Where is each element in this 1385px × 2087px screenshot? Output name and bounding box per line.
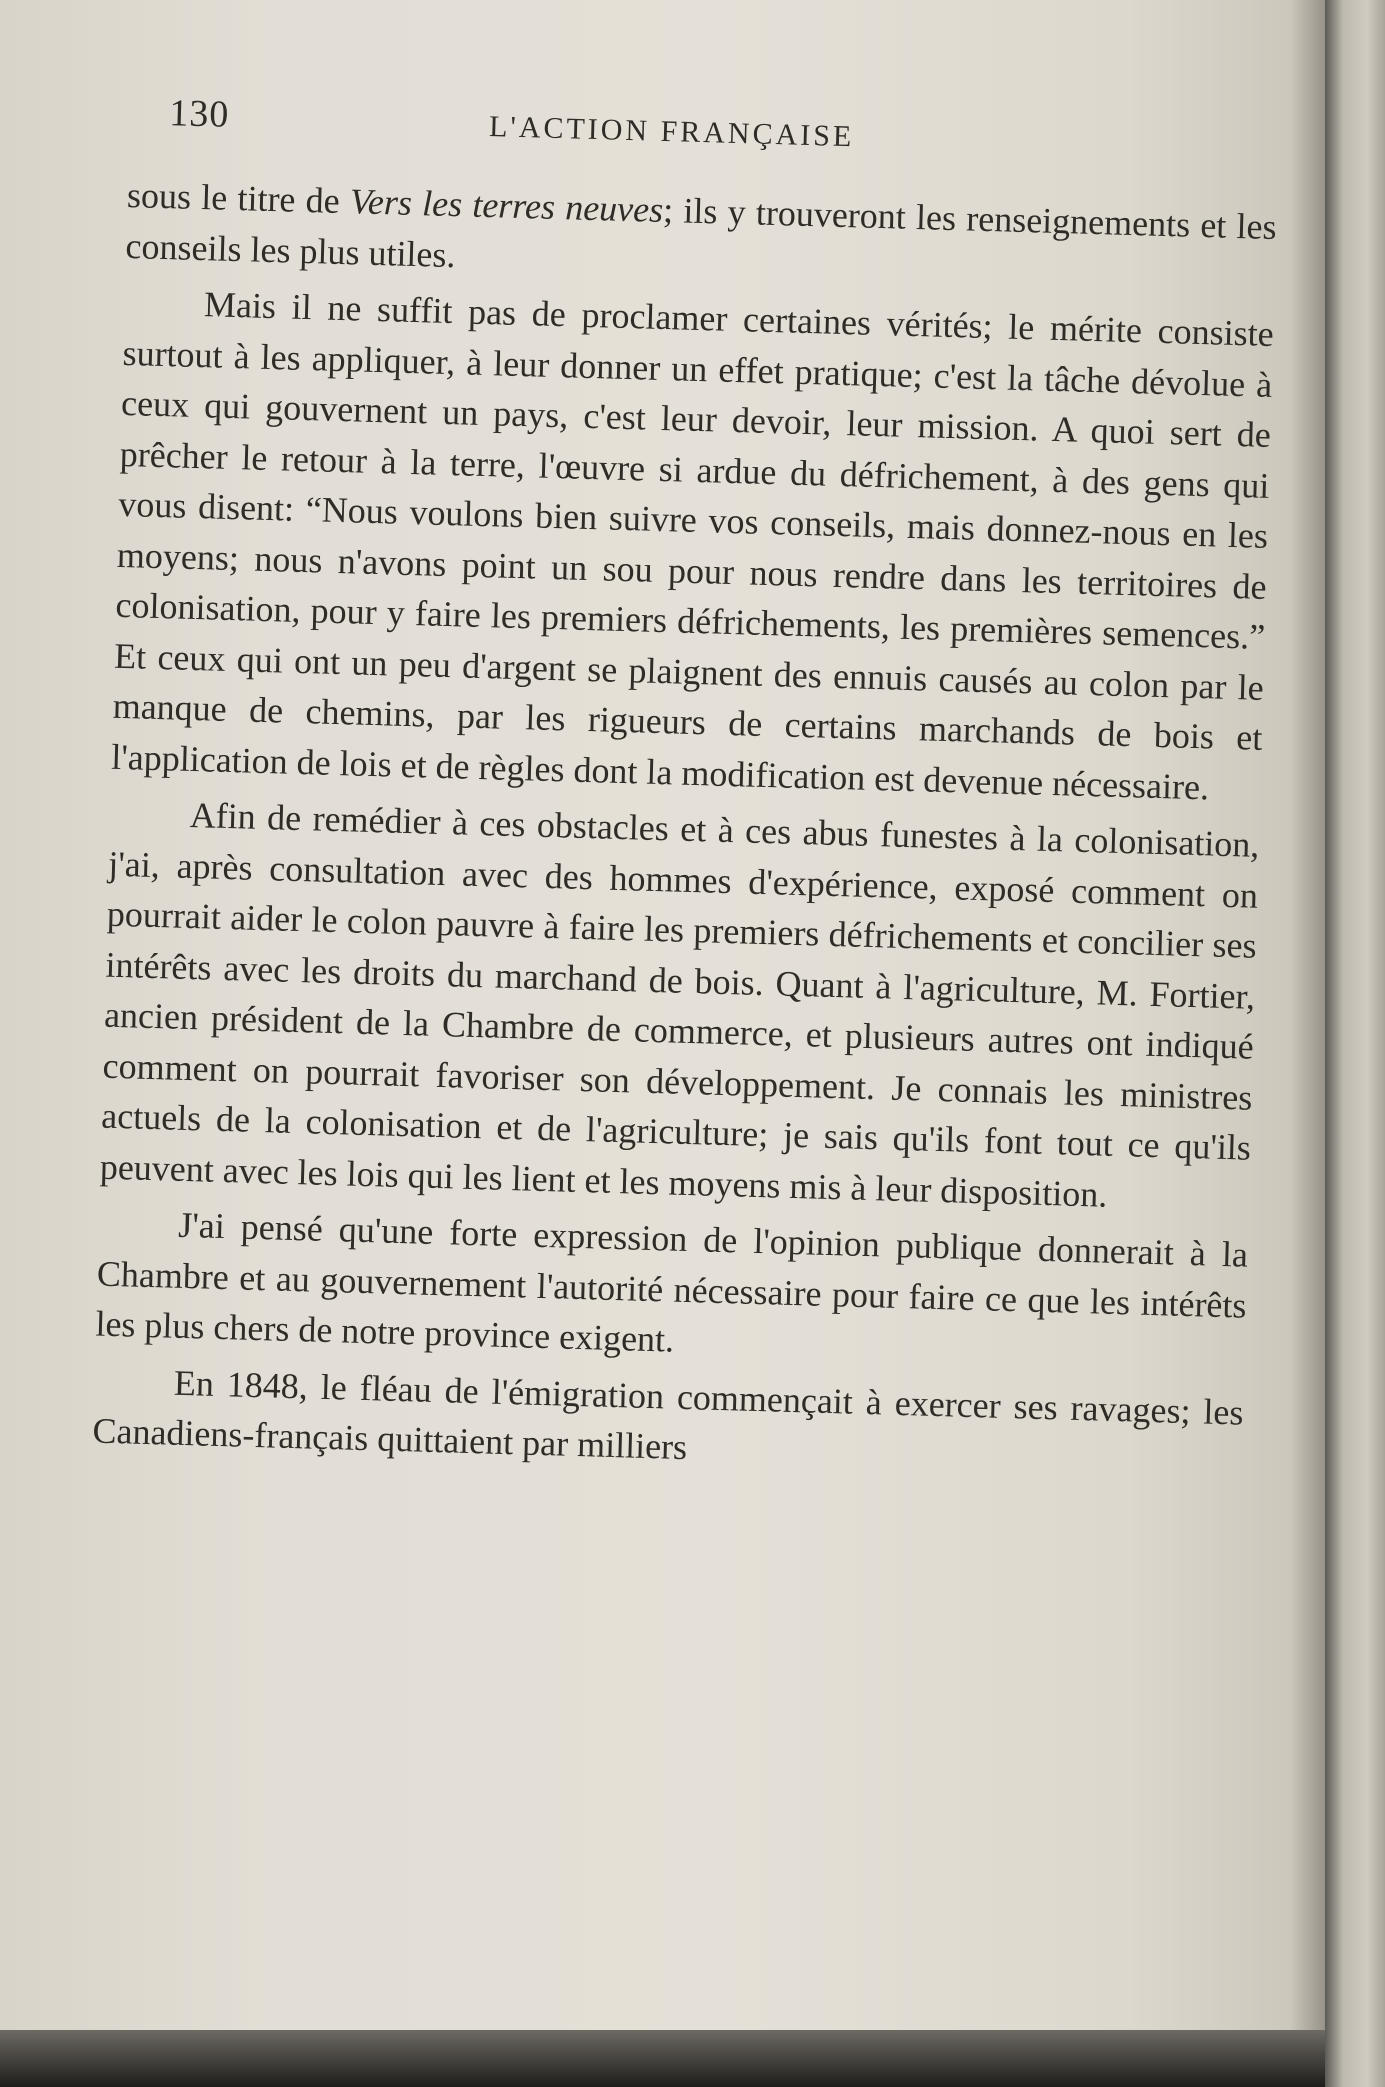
paragraph-1-end: ; ils y trouveront les renseignements et les conseils les plus utiles. (125, 189, 1278, 275)
paragraph-2: Mais il ne suffit pas de proclamer certaines vérités; le mérite consiste surtout à les appliquer, à leur donner un effet pratique; c'est la tâche dévolue à ceux qui gouvernent un pays, c'est leur devoir, leur mission. A quoi sert de prêcher le retour à la terre, l'œuvre si ardue du défrichement, à des gens qui vous disent: “Nous voulons bien suivre vos conseils, mais donnez-nous en les moyens; nous n'avons point un sou pour nous rendre dans les territoires de colonisation, pour y faire les premiers défrichements, les premières semences.” Et ceux qui ont un peu d'argent se plaignent des ennuis causés au colon par le manque de chemins, par les rigueurs de certains marchands de bois et l'application de lois et de règles dont la modification est devenue nécessaire. (110, 284, 1275, 807)
binding-shadow (1290, 0, 1325, 2030)
paragraph-3: Afin de remédier à ces obstacles et à ces abus funestes à la colonisation, j'ai, après consultation avec des hommes d'expérience, exposé comment on pourrait aider le colon pauvre à faire les premiers défrichements et concilier ses intérêts avec les droits du marchand de bois. Quant à l'agriculture, M. Fortier, ancien président de la Chambre de commerce, et plusieurs autres ont indiqué comment on pourrait favoriser son développement. Je connais les ministres actuels de la colonisation et de l'agriculture; je sais qu'ils font tout ce qu'ils peuvent avec les lois qui les lient et les moyens mis à leur disposition. (99, 794, 1260, 1215)
book-title-italic: Vers les terres neuves (349, 181, 664, 230)
running-title: L'ACTION FRANÇAISE (488, 110, 855, 154)
page-content (92, 90, 1280, 1494)
body-text (92, 170, 1277, 1488)
paragraph-4: J'ai pensé qu'une forte expression de l'opinion publique donnerait à la Chambre et au gouvernement l'autorité nécessaire pour faire ce que les intérêts les plus chers de notre province exigent. (94, 1204, 1249, 1360)
paragraph-1-start: sous le titre de (126, 174, 351, 222)
next-page-edge (1325, 0, 1385, 2087)
page-number: 130 (168, 92, 230, 136)
book-bottom-edge (0, 2030, 1325, 2087)
paragraph-5: En 1848, le fléau de l'émigration commençait à exercer ses ravages; les Canadiens-français quittaient par milliers (91, 1362, 1245, 1468)
